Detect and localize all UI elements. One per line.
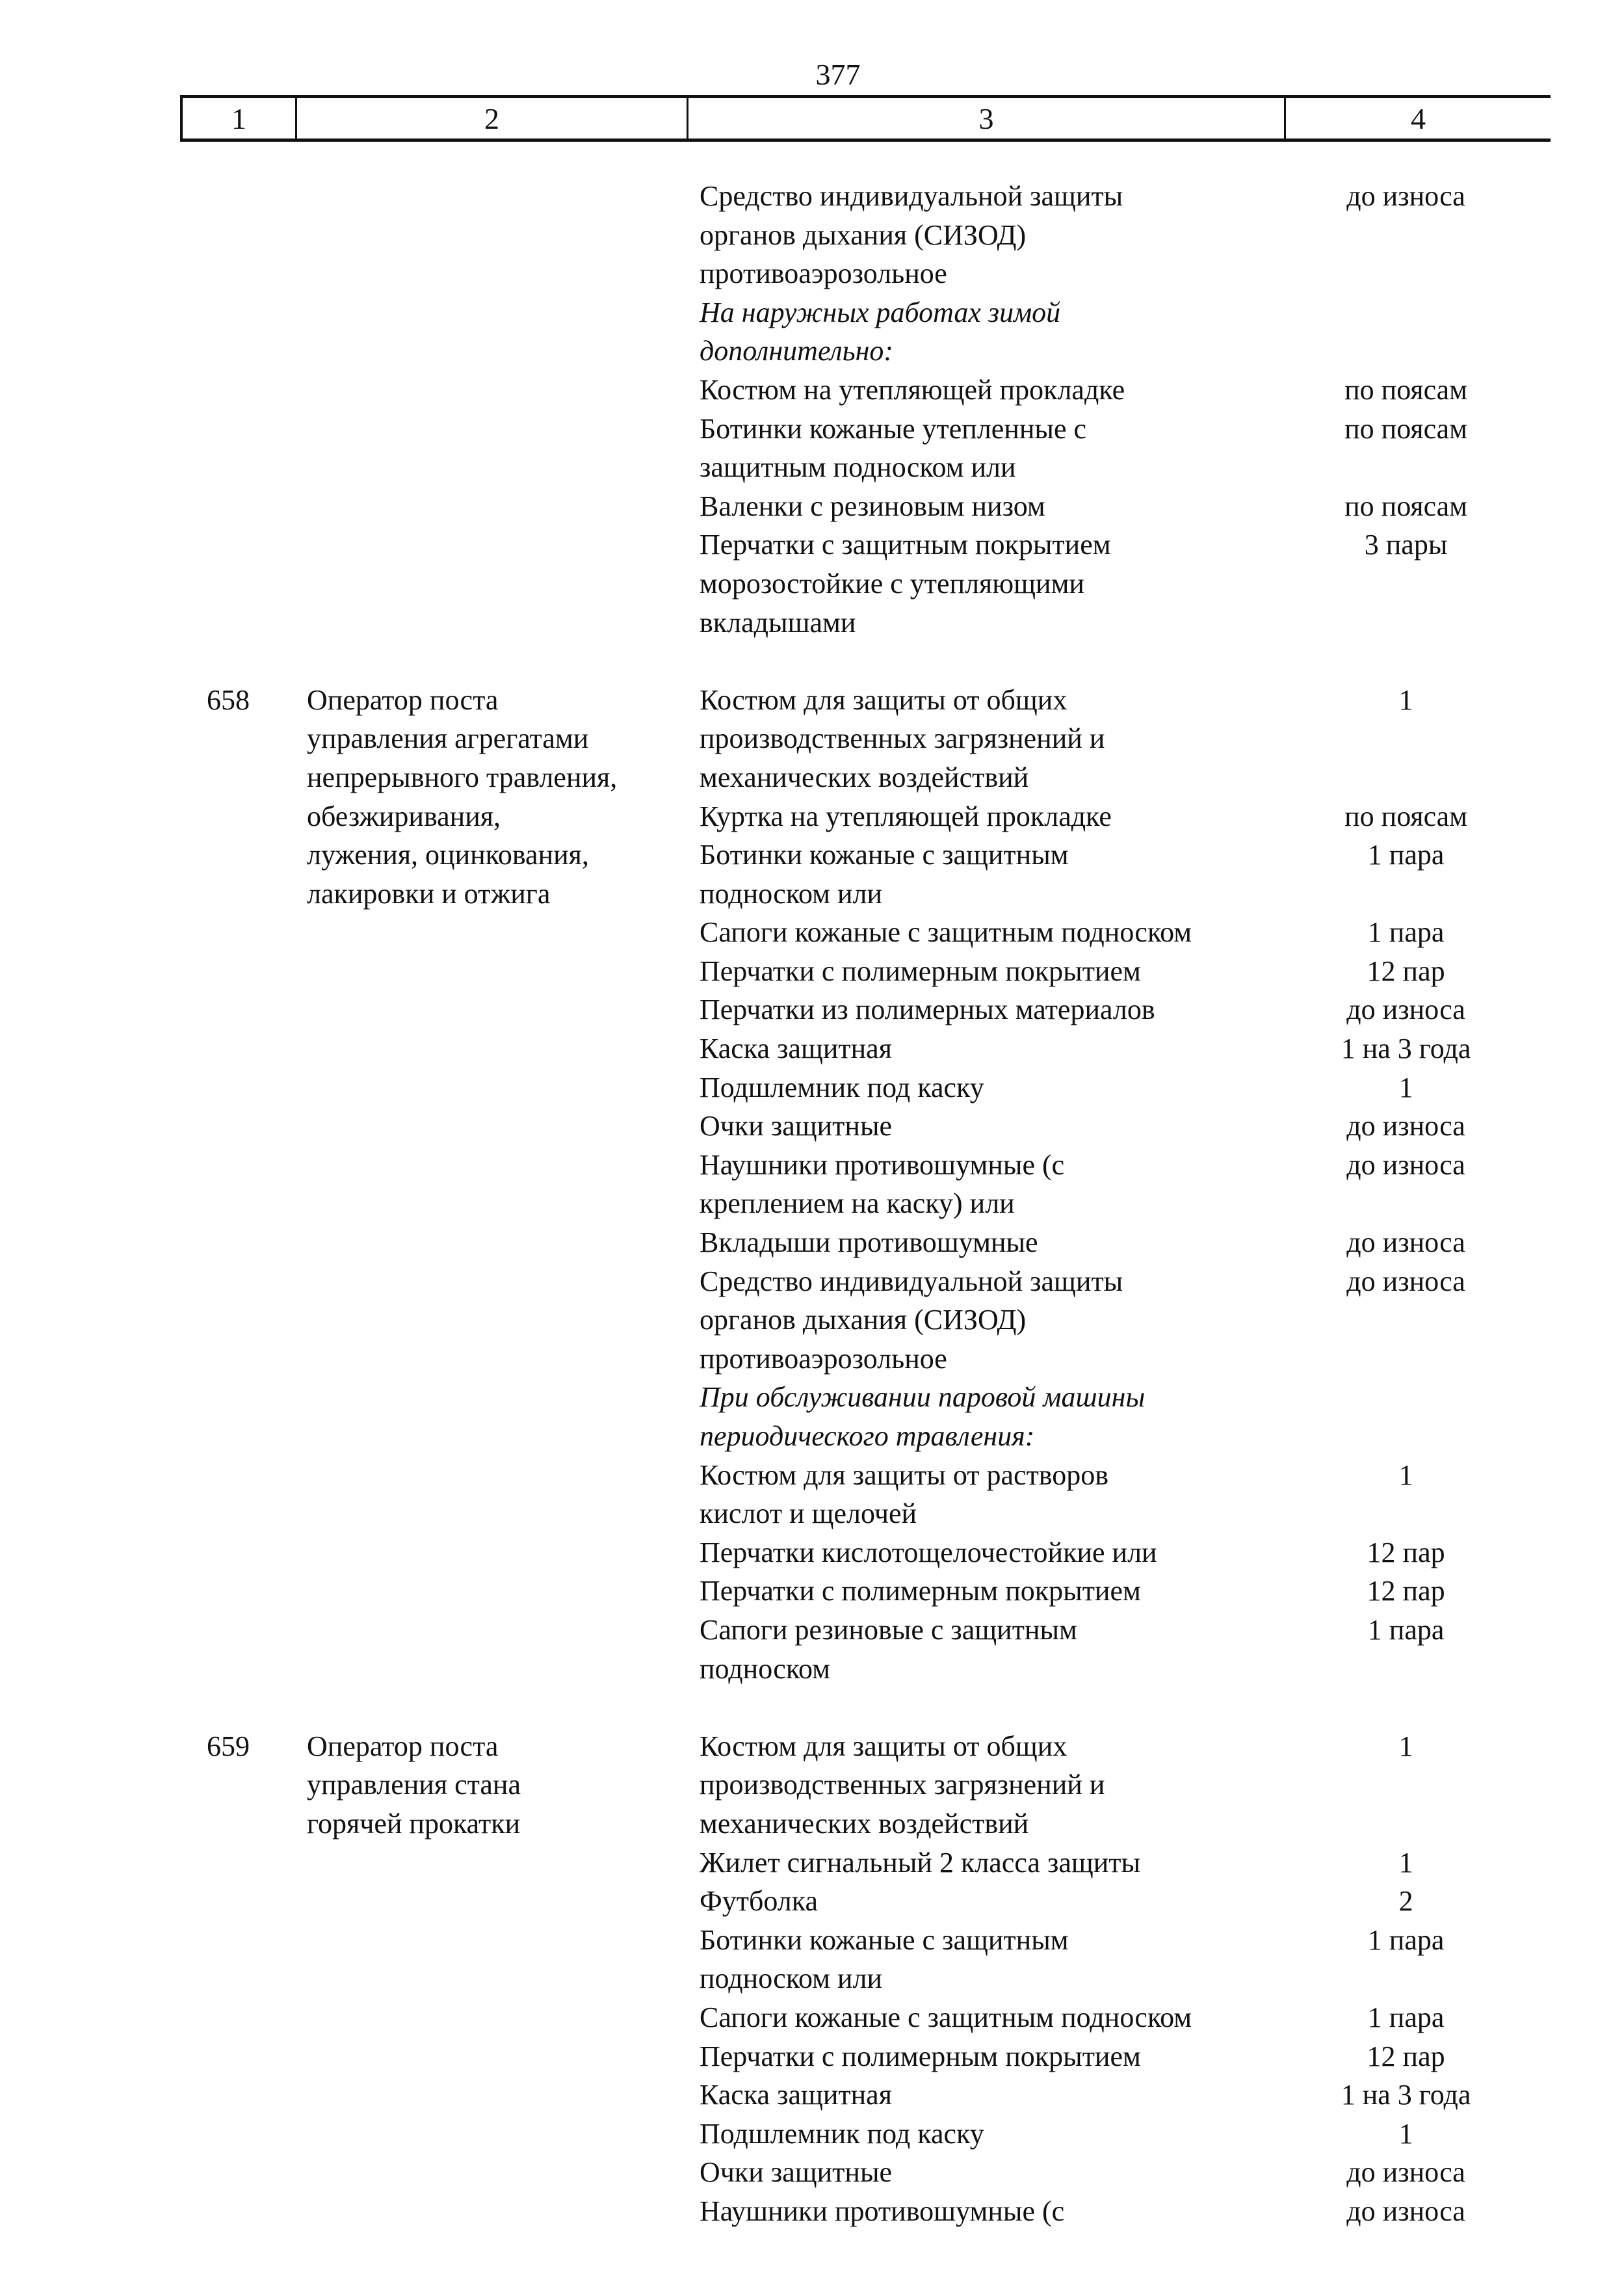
ppe-quantity: 1 на 3 года [1341, 2079, 1471, 2111]
ppe-name-line: производственных загрязнений и [700, 1769, 1105, 1801]
row-number [0, 177, 307, 642]
profession-name-line: обезжиривания, [307, 800, 501, 832]
ppe-item [700, 1882, 1545, 1921]
ppe-quantity: по поясам [1344, 412, 1468, 445]
ppe-quantity: до износа [1346, 1110, 1465, 1142]
ppe-name-line: Перчатки с полимерным покрытием [700, 2040, 1141, 2072]
ppe-item [700, 1611, 1545, 1688]
ppe-name [700, 913, 1267, 952]
ppe-item [700, 913, 1545, 952]
table-body [0, 177, 1624, 2230]
ppe-quantity: до износа [1346, 180, 1465, 212]
ppe-item [700, 1223, 1545, 1262]
ppe-name [700, 797, 1267, 836]
header-col-4: 4 [1284, 98, 1551, 139]
ppe-item [700, 797, 1545, 836]
row-number: 658 [207, 683, 250, 716]
ppe-name-line: Перчатки с полимерным покрытием [700, 1575, 1141, 1607]
ppe-quantity: 3 пары [1364, 529, 1448, 561]
ppe-quantity [1267, 1378, 1545, 1455]
ppe-name-line: Перчатки с защитным покрытием [700, 529, 1111, 561]
ppe-item [700, 1727, 1545, 1843]
ppe-item [700, 410, 1545, 487]
ppe-name-line: морозостойкие с утепляющими [700, 567, 1084, 600]
ppe-item [700, 1843, 1545, 1882]
ppe-name-line: Костюм для защиты от растворов [700, 1458, 1109, 1491]
ppe-name-line: дополнительно: [700, 335, 894, 367]
profession-name-line: Оператор поста [307, 1730, 499, 1762]
ppe-quantity: 2 [1398, 1885, 1413, 1918]
ppe-name [700, 2192, 1267, 2231]
ppe-item [700, 1998, 1545, 2037]
ppe-quantity: до износа [1346, 994, 1465, 1026]
ppe-name-line: подноском или [700, 877, 883, 910]
table-row [0, 177, 1624, 642]
ppe-name [700, 1727, 1267, 1843]
ppe-quantity: 1 пара [1367, 2001, 1445, 2033]
ppe-item [700, 681, 1545, 797]
ppe-name [700, 1068, 1267, 1107]
ppe-name-line: Подшлемник под каску [700, 1071, 984, 1103]
ppe-name-line: Ботинки кожаные с защитным [700, 1923, 1069, 1956]
ppe-name-line: органов дыхания (СИЗОД) [700, 218, 1027, 251]
ppe-name [700, 1107, 1267, 1146]
ppe-name-line: органов дыхания (СИЗОД) [700, 1304, 1027, 1336]
ppe-name-line: Наушники противошумные (с [700, 1148, 1065, 1181]
ppe-name-line: Перчатки кислотощелочестойкие или [700, 1536, 1157, 1568]
ppe-quantity: по поясам [1344, 800, 1468, 832]
profession-name-line: горячей прокатки [307, 1807, 521, 1840]
ppe-name [700, 681, 1267, 797]
ppe-name-line: производственных загрязнений и [700, 722, 1105, 755]
ppe-item [700, 1533, 1545, 1572]
ppe-name-line: Куртка на утепляющей прокладке [700, 800, 1112, 832]
ppe-name-line: Костюм для защиты от общих [700, 683, 1067, 716]
ppe-quantity: 1 [1398, 2117, 1413, 2150]
ppe-name-line: Средство индивидуальной защиты [700, 180, 1123, 212]
table-row [0, 681, 1624, 1688]
ppe-name-line: противоаэрозольное [700, 1342, 947, 1375]
ppe-name [700, 1882, 1267, 1921]
ppe-item [700, 2153, 1545, 2192]
ppe-name-line: Подшлемник под каску [700, 2117, 984, 2150]
ppe-name-line: Валенки с резиновым низом [700, 490, 1045, 522]
ppe-quantity: до износа [1346, 1226, 1465, 1259]
ppe-name-line: Ботинки кожаные с защитным [700, 839, 1069, 871]
ppe-quantity: 12 пар [1367, 1536, 1445, 1568]
section-note [700, 1378, 1545, 1455]
ppe-name-line: Костюм для защиты от общих [700, 1730, 1067, 1762]
ppe-item [700, 525, 1545, 642]
section-note [700, 293, 1545, 371]
ppe-name [700, 836, 1267, 913]
table-row [0, 1727, 1624, 2231]
ppe-list [700, 681, 1545, 1688]
profession-name [307, 177, 700, 642]
ppe-name [700, 990, 1267, 1029]
ppe-item [700, 1068, 1545, 1107]
ppe-item [700, 836, 1545, 913]
profession-name-line: управления стана [307, 1769, 521, 1801]
ppe-quantity: 1 [1398, 1071, 1413, 1103]
ppe-list [700, 177, 1545, 642]
ppe-name [700, 1146, 1267, 1223]
ppe-item [700, 1107, 1545, 1146]
ppe-name-line: механических воздействий [700, 761, 1029, 793]
ppe-quantity: по поясам [1344, 373, 1468, 406]
ppe-item [700, 1572, 1545, 1611]
ppe-item [700, 1146, 1545, 1223]
ppe-name [700, 2037, 1267, 2076]
ppe-quantity: до износа [1346, 2195, 1465, 2227]
ppe-name-line: защитным подноском или [700, 451, 1016, 484]
ppe-name-line: Очки защитные [700, 2156, 893, 2189]
ppe-quantity: 1 [1398, 1458, 1413, 1491]
ppe-quantity: 1 пара [1367, 1613, 1445, 1646]
page-number: 377 [815, 58, 861, 91]
ppe-name [700, 525, 1267, 642]
ppe-item [700, 2115, 1545, 2154]
ppe-name-line: Сапоги кожаные с защитным подноском [700, 916, 1192, 949]
ppe-quantity: до износа [1346, 1265, 1465, 1297]
ppe-name-line: периодического травления: [700, 1420, 1035, 1452]
ppe-quantity: по поясам [1344, 490, 1468, 522]
ppe-item [700, 2037, 1545, 2076]
ppe-name [700, 2153, 1267, 2192]
profession-name-line: непрерывного травления, [307, 761, 618, 793]
ppe-name [700, 1378, 1267, 1455]
ppe-item [700, 1456, 1545, 1533]
ppe-name [700, 952, 1267, 991]
profession-name [307, 1727, 700, 2231]
profession-name-line: лакировки и отжига [307, 877, 551, 910]
ppe-quantity: 1 [1398, 1846, 1413, 1879]
ppe-name [700, 1611, 1267, 1688]
ppe-name-line: Ботинки кожаные утепленные с [700, 412, 1087, 445]
ppe-name-line: На наружных работах зимой [700, 296, 1061, 328]
ppe-name [700, 1533, 1267, 1572]
ppe-name-line: противоаэрозольное [700, 257, 947, 290]
ppe-name-line: Вкладыши противошумные [700, 1226, 1038, 1259]
header-col-1: 1 [180, 98, 295, 139]
ppe-name [700, 1456, 1267, 1533]
row-number: 659 [207, 1730, 250, 1762]
ppe-item [700, 2192, 1545, 2231]
ppe-name [700, 410, 1267, 487]
ppe-name-line: Средство индивидуальной защиты [700, 1265, 1123, 1297]
ppe-item [700, 487, 1545, 526]
ppe-quantity: 1 [1398, 1730, 1413, 1762]
ppe-name [700, 1262, 1267, 1379]
ppe-quantity: 1 пара [1367, 1923, 1445, 1956]
ppe-quantity: 1 на 3 года [1341, 1033, 1471, 1065]
ppe-name-line: Сапоги кожаные с защитным подноском [700, 2001, 1192, 2033]
ppe-name [700, 2076, 1267, 2115]
ppe-quantity: до износа [1346, 2156, 1465, 2189]
ppe-item [700, 952, 1545, 991]
ppe-quantity: 12 пар [1367, 955, 1445, 987]
ppe-name-line: кислот и щелочей [700, 1498, 917, 1530]
ppe-quantity: 1 пара [1367, 916, 1445, 949]
ppe-quantity [1267, 293, 1545, 371]
ppe-name [700, 293, 1267, 371]
header-col-3: 3 [687, 98, 1284, 139]
ppe-quantity: 12 пар [1367, 2040, 1445, 2072]
ppe-name [700, 371, 1267, 410]
ppe-name-line: При обслуживании паровой машины [700, 1381, 1146, 1414]
ppe-quantity: 1 пара [1367, 839, 1445, 871]
ppe-name-line: Каска защитная [700, 1033, 892, 1065]
table-header [180, 95, 1551, 142]
ppe-item [700, 1262, 1545, 1379]
ppe-name-line: Футболка [700, 1885, 818, 1918]
ppe-name-line: механических воздействий [700, 1807, 1029, 1840]
ppe-name-line: вкладышами [700, 606, 856, 639]
ppe-name [700, 177, 1267, 293]
ppe-name-line: Перчатки из полимерных материалов [700, 994, 1155, 1026]
ppe-name [700, 1029, 1267, 1068]
ppe-name-line: Перчатки с полимерным покрытием [700, 955, 1141, 987]
ppe-quantity: 1 [1398, 683, 1413, 716]
profession-name-line: лужения, оцинкования, [307, 839, 589, 871]
ppe-item [700, 1921, 1545, 1998]
profession-name-line: Оператор поста [307, 683, 499, 716]
ppe-list [700, 1727, 1545, 2231]
ppe-quantity: 12 пар [1367, 1575, 1445, 1607]
profession-name-line: управления агрегатами [307, 722, 589, 755]
ppe-name [700, 1223, 1267, 1262]
ppe-name-line: подноском или [700, 1962, 883, 1995]
ppe-name-line: Каска защитная [700, 2079, 892, 2111]
ppe-name-line: Жилет сигнальный 2 класса защиты [700, 1846, 1141, 1879]
ppe-item [700, 2076, 1545, 2115]
header-col-2: 2 [295, 98, 687, 139]
ppe-name [700, 1572, 1267, 1611]
ppe-name [700, 1921, 1267, 1998]
ppe-name [700, 487, 1267, 526]
ppe-item [700, 177, 1545, 293]
ppe-name [700, 2115, 1267, 2154]
ppe-name [700, 1998, 1267, 2037]
ppe-name-line: подноском [700, 1652, 830, 1685]
ppe-name-line: креплением на каску) или [700, 1187, 1015, 1220]
ppe-name-line: Сапоги резиновые с защитным [700, 1613, 1077, 1646]
ppe-item [700, 371, 1545, 410]
ppe-item [700, 990, 1545, 1029]
ppe-name-line: Костюм на утепляющей прокладке [700, 373, 1125, 406]
ppe-name [700, 1843, 1267, 1882]
profession-name [307, 681, 700, 1688]
ppe-quantity: до износа [1346, 1148, 1465, 1181]
ppe-item [700, 1029, 1545, 1068]
ppe-name-line: Очки защитные [700, 1110, 893, 1142]
ppe-name-line: Наушники противошумные (с [700, 2195, 1065, 2227]
